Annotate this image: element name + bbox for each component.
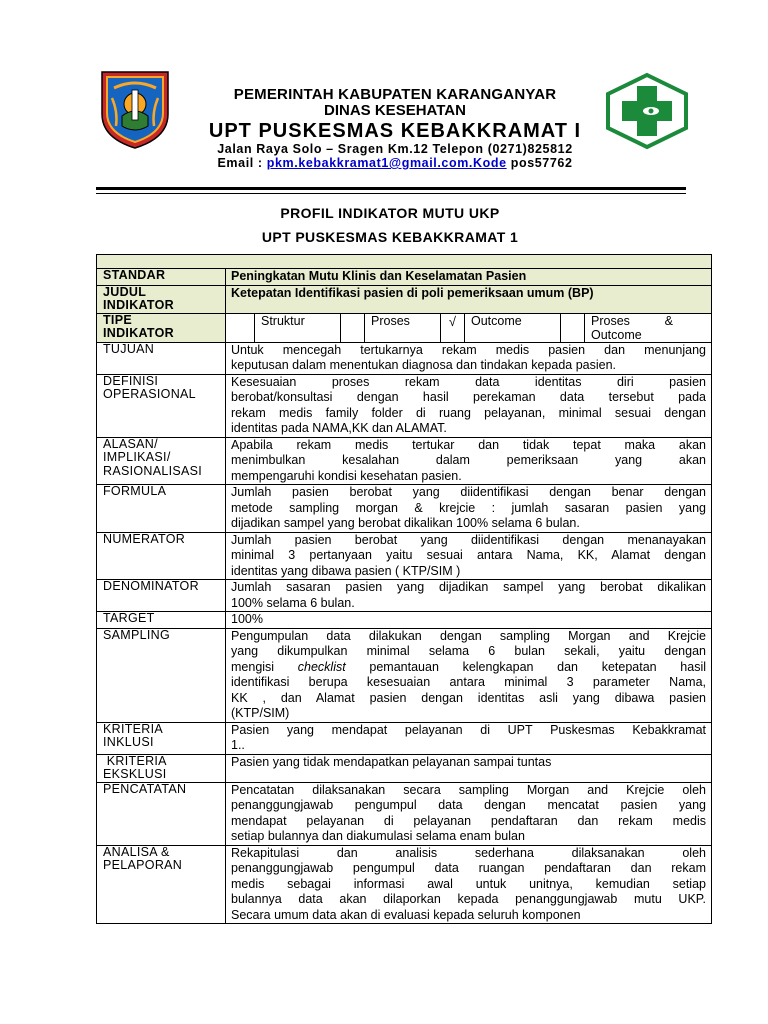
row-value	[226, 533, 711, 580]
row-value-line: metode sampling morgan & krejcie : jumlah sasaran pasien yang	[231, 500, 706, 515]
row-label	[97, 375, 226, 437]
option-proses-outcome	[585, 314, 711, 342]
judul-label-line: INDIKATOR	[103, 298, 174, 312]
tipe-label-line: TIPE	[103, 312, 132, 327]
row-value	[226, 485, 711, 532]
row-value	[226, 846, 711, 924]
table-row	[97, 783, 711, 846]
row-value-line: Jumlah sasaran pasien yang dijadikan sampel yang berobat dikalikan	[231, 580, 706, 594]
row-value-line: mempengaruhi kondisi kesehatan pasien.	[231, 468, 462, 483]
row-value-line: Jumlah pasien berobat yang diidentifikasi dengan benar dengan	[231, 485, 706, 499]
row-value-line: yang dikumpulkan minimal selama 6 bulan sekali, yaitu dengan	[231, 644, 706, 658]
row-label	[97, 343, 226, 374]
row-value-line: dijadikan sampel yang berobat dikalikan 100% selama 6 bulan.	[231, 516, 580, 530]
row-value-line: (KTP/SIM)	[231, 706, 290, 720]
row-value-line: 100% selama 6 bulan.	[231, 595, 355, 610]
row-value-line: 1..	[231, 738, 245, 752]
row-label	[97, 314, 226, 342]
row-label-line: TARGET	[103, 611, 155, 625]
table-row	[97, 723, 711, 755]
row-label	[97, 438, 226, 485]
row-value-line: Secara umum data akan di evaluasi kepada seluruh komponen	[231, 907, 581, 922]
row-label-line: OPERASIONAL	[103, 387, 196, 401]
row-label	[97, 723, 226, 754]
row-label	[97, 269, 226, 285]
email-label: Email :	[217, 156, 267, 170]
standar-label: STANDAR	[103, 268, 166, 282]
postal-code: pos57762	[506, 156, 573, 170]
row-label-line: EKSKLUSI	[103, 767, 167, 781]
option-outcome: Outcome	[465, 314, 561, 342]
row-label-line: SAMPLING	[103, 627, 170, 642]
checkbox-outcome[interactable]: √	[441, 314, 465, 342]
document-title: PROFIL INDIKATOR MUTU UKP	[280, 205, 500, 221]
tipe-label-line: INDIKATOR	[103, 326, 174, 340]
checkbox-struktur[interactable]	[226, 314, 255, 342]
table-row	[97, 580, 711, 612]
row-value	[226, 343, 711, 374]
row-value-line: berobat/konsultasi dengan hasil perekaman data tersebut pada	[231, 390, 706, 404]
option-proses: Proses	[365, 314, 441, 342]
table-row	[97, 485, 711, 533]
row-value-line: Untuk mencegah tertukarnya rekam medis pasien dan menunjang	[231, 342, 706, 357]
option-line: Proses &	[591, 313, 673, 328]
row-value-line: Kesesuaian proses rekam data identitas diri pasien	[231, 374, 706, 389]
row-label-line: NUMERATOR	[103, 531, 186, 546]
row-value-line: Jumlah pasien berobat yang diidentifikasi dengan menanayakan	[231, 532, 706, 547]
header-email	[150, 156, 640, 170]
row-value-line: Apabila rekam medis tertukar dan tidak tepat maka akan	[231, 437, 706, 452]
header-institution: UPT PUSKESMAS KEBAKKRAMAT I	[208, 120, 582, 142]
document-subtitle: UPT PUSKESMAS KEBAKKRAMAT 1	[261, 229, 519, 245]
email-link[interactable]: pkm.kebakkramat1@gmail.com.Kode	[266, 156, 507, 170]
row-value-line: penanggungjawab pengumpul data ruangan pendaftaran dan rekam	[231, 861, 706, 875]
header-department: DINAS KESEHATAN	[324, 102, 466, 119]
option-line: Outcome	[591, 327, 642, 342]
table-row	[97, 343, 711, 375]
row-label	[97, 612, 226, 628]
row-value-line: Pasien yang mendapat pelayanan di UPT Puskesmas Kebakkramat	[231, 722, 706, 737]
table-row	[97, 629, 711, 723]
row-label-line: DENOMINATOR	[103, 579, 199, 593]
row-value-line: minimal 3 pertanyaan yaitu sesuai antara Nama, KK, Alamat dengan	[231, 548, 706, 562]
row-label-line: ANALISA &	[103, 844, 170, 859]
judul-label-line: JUDUL	[103, 284, 147, 299]
row-label-line: PELAPORAN	[103, 858, 183, 872]
row-label-line: RASIONALISASI	[103, 463, 203, 478]
row-value-line: medis sebagai informasi awal untuk unitnya, kemudian setiap	[231, 876, 706, 891]
row-label	[97, 286, 226, 313]
row-value-line: rekam medis family folder di ruang pelayanan, minimal sesuai dengan	[231, 405, 706, 420]
header-government: PEMERINTAH KABUPATEN KARANGANYAR	[233, 86, 557, 103]
table-row	[97, 612, 711, 629]
table-top-band	[97, 255, 711, 269]
row-label-line: INKLUSI	[103, 735, 154, 749]
row-value-line: penanggungjawab pengumpul data dengan mencatat pasien yang	[231, 798, 706, 812]
row-value-line: keputusan dalam menentukan diagnosa dan tindakan kepada pasien.	[231, 358, 617, 372]
standar-value: Peningkatan Mutu Klinis dan Keselamatan Pasien	[231, 269, 527, 283]
indicator-profile-table	[96, 254, 712, 924]
row-value	[226, 755, 711, 782]
row-value-line: Rekapitulasi dan analisis sederhana dilaksanakan oleh	[231, 845, 706, 860]
judul-value: Ketepatan Identifikasi pasien di poli pemeriksaan umum (BP)	[231, 285, 594, 300]
row-value-line: identitas yang dibawa pasien ( KTP/SIM )	[231, 563, 461, 578]
row-label-line: PENCATATAN	[103, 781, 187, 796]
row-judul	[97, 286, 711, 314]
row-label	[97, 580, 226, 611]
row-label	[97, 783, 226, 845]
row-value	[226, 580, 711, 611]
row-label	[97, 485, 226, 532]
row-label-line: KRITERIA	[103, 721, 164, 736]
row-label	[97, 846, 226, 924]
row-label-line: DEFINISI	[103, 373, 159, 388]
tipe-options	[226, 314, 711, 342]
row-value	[226, 612, 711, 628]
row-value	[226, 629, 711, 722]
row-tipe	[97, 314, 711, 343]
table-row	[97, 438, 711, 486]
table-row	[97, 755, 711, 783]
row-value-line: bulannya data akan dilaporkan kepada penanggungjawab mutu UKP.	[231, 892, 706, 906]
row-value-line: Pengumpulan data dilakukan dengan sampling Morgan and Krejcie	[231, 628, 706, 643]
row-value-line: Pasien yang tidak mendapatkan pelayanan sampai tuntas	[231, 754, 552, 769]
header-rule-thin	[96, 193, 686, 194]
row-value-line: mengisi checklist pemantauan kelengkapan dan ketepatan hasil	[231, 659, 706, 674]
row-value-line: KK , dan Alamat pasien dengan identitas asli yang dibawa pasien	[231, 690, 706, 705]
checkbox-proses-outcome[interactable]	[561, 314, 585, 342]
row-value-line: menimbulkan kesalahan dalam pemeriksaan yang akan	[231, 453, 706, 467]
row-label-line: KRITERIA	[103, 753, 167, 768]
table-row	[97, 375, 711, 438]
row-label-line: TUJUAN	[103, 341, 155, 356]
table-row	[97, 846, 711, 924]
row-value-line: identitas pada NAMA,KK dan ALAMAT.	[231, 421, 447, 435]
header-address: Jalan Raya Solo – Sragen Km.12 Telepon (0271)825812	[217, 142, 573, 156]
row-standar	[97, 269, 711, 286]
option-struktur: Struktur	[255, 314, 341, 342]
row-value	[226, 375, 711, 437]
row-value-line: 100%	[231, 612, 263, 626]
row-label-line: ALASAN/	[103, 436, 158, 451]
checkbox-proses[interactable]	[341, 314, 365, 342]
row-label	[97, 533, 226, 580]
row-label	[97, 755, 226, 782]
row-value-line: mendapat pelayanan di pelayanan pendaftaran dan rekam medis	[231, 813, 706, 828]
header-rule-thick	[96, 187, 686, 190]
row-value	[226, 723, 711, 754]
row-label	[97, 629, 226, 722]
row-value	[226, 783, 711, 845]
table-body	[97, 343, 711, 924]
row-value-line: identifikasi berupa kesesuaian antara minimal 3 parameter Nama,	[231, 675, 706, 689]
row-value	[226, 438, 711, 485]
row-value-line: setiap bulannya dan diakumulasi selama enam bulan	[231, 829, 525, 843]
table-row	[97, 533, 711, 581]
row-label-line: FORMULA	[103, 484, 167, 498]
row-value-line: Pencatatan dilaksanakan secara sampling Morgan and Krejcie oleh	[231, 782, 706, 797]
row-label-line: IMPLIKASI/	[103, 450, 171, 464]
